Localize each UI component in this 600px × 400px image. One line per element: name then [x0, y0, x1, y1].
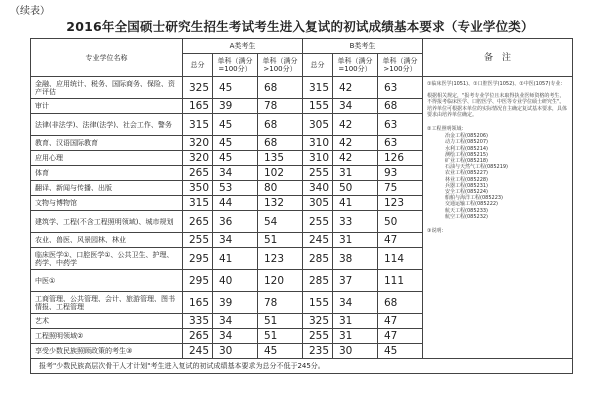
row-b-value: 123 — [378, 196, 423, 211]
row-a-value: 350 — [183, 181, 213, 196]
row-a-value: 315 — [183, 114, 213, 136]
row-b-value: 34 — [333, 99, 378, 114]
row-subject: 建筑学、工程(不含工程照明领域)、城市规划 — [31, 211, 183, 233]
header-a-single-over-100: 单科（满分>100分） — [258, 54, 303, 77]
remarks-item: 水利工程(085214) — [445, 145, 489, 152]
row-b-value: 31 — [333, 233, 378, 248]
row-a-value: 34 — [213, 166, 258, 181]
remarks-item: 安全工程(085224) — [445, 189, 489, 196]
remarks-item: 农业工程(085227) — [445, 170, 489, 177]
row-a-value: 315 — [183, 196, 213, 211]
row-b-value: 50 — [333, 181, 378, 196]
row-b-value: 111 — [378, 270, 423, 292]
row-a-value: 165 — [183, 292, 213, 314]
row-a-value: 295 — [183, 270, 213, 292]
header-b-single-100: 单科（满分=100分） — [333, 54, 378, 77]
remarks-item: 航天工程(085233) — [445, 207, 489, 214]
row-b-value: 37 — [333, 270, 378, 292]
row-b-value: 31 — [333, 329, 378, 344]
row-a-value: 45 — [213, 77, 258, 99]
row-b-value: 255 — [303, 211, 333, 233]
row-subject: 工程照明领域② — [31, 329, 183, 344]
row-a-value: 102 — [258, 166, 303, 181]
row-b-value: 42 — [333, 136, 378, 151]
row-a-value: 265 — [183, 329, 213, 344]
remarks-heading: ②工程照明领域： — [427, 126, 467, 133]
header-subject: 专业学位名称 — [31, 39, 183, 77]
row-b-value: 31 — [333, 314, 378, 329]
row-b-value: 310 — [303, 151, 333, 166]
row-subject: 金融、应用统计、税务、国际商务、保险、资产评估 — [31, 77, 183, 99]
row-a-value: 53 — [213, 181, 258, 196]
row-a-value: 265 — [183, 166, 213, 181]
remarks-item: 矿业工程(085218) — [445, 158, 489, 165]
row-subject: 享受少数民族照顾政策的考生③ — [31, 344, 183, 359]
row-subject: 体育 — [31, 166, 183, 181]
row-b-value: 42 — [333, 77, 378, 99]
row-a-value: 135 — [258, 151, 303, 166]
table-body — [31, 77, 573, 374]
row-b-value: 310 — [303, 136, 333, 151]
score-table — [30, 38, 573, 374]
header-b-single-over-100: 单科（满分>100分） — [378, 54, 423, 77]
remarks-item: 航空工程(085232) — [445, 213, 489, 220]
row-subject: 艺术 — [31, 314, 183, 329]
row-a-value: 320 — [183, 136, 213, 151]
row-b-value: 33 — [333, 211, 378, 233]
row-b-value: 155 — [303, 292, 333, 314]
header-a-total: 总分 — [183, 54, 213, 77]
row-b-value: 47 — [378, 233, 423, 248]
row-a-value: 44 — [213, 196, 258, 211]
row-b-value: 235 — [303, 344, 333, 359]
row-b-value: 325 — [303, 314, 333, 329]
row-b-value: 47 — [378, 329, 423, 344]
row-a-value: 45 — [213, 151, 258, 166]
table-footnote: 报考"少数民族高层次骨干人才计划"考生进入复试的初试成绩基本要求为总分不低于245分。 — [31, 359, 573, 374]
row-b-value: 305 — [303, 114, 333, 136]
row-b-value: 315 — [303, 77, 333, 99]
remarks-item: 林业工程(085228) — [445, 176, 489, 183]
row-a-value: 80 — [258, 181, 303, 196]
row-a-value: 41 — [213, 248, 258, 270]
row-b-value: 155 — [303, 99, 333, 114]
row-a-value: 255 — [183, 233, 213, 248]
row-b-value: 42 — [333, 151, 378, 166]
row-a-value: 120 — [258, 270, 303, 292]
row-a-value: 123 — [258, 248, 303, 270]
row-a-value: 39 — [213, 292, 258, 314]
row-subject: 审计 — [31, 99, 183, 114]
row-a-value: 51 — [258, 314, 303, 329]
remarks-item: 冶金工程(085206) — [445, 133, 489, 140]
row-subject: 工商管理、公共管理、会计、旅游管理、图书情报、工程管理 — [31, 292, 183, 314]
row-b-value: 63 — [378, 114, 423, 136]
row-a-value: 45 — [213, 136, 258, 151]
row-b-value: 126 — [378, 151, 423, 166]
row-b-value: 255 — [303, 329, 333, 344]
row-a-value: 295 — [183, 248, 213, 270]
row-b-value: 255 — [303, 166, 333, 181]
row-a-value: 68 — [258, 136, 303, 151]
remarks-item: 船舶与海洋工程(085223) — [445, 195, 504, 202]
page-title: 2016年全国硕士研究生招生考试考生进入复试的初试成绩基本要求（专业学位类） — [66, 19, 534, 34]
row-b-value: 68 — [378, 292, 423, 314]
row-subject: 文物与博物馆 — [31, 196, 183, 211]
row-b-value: 38 — [333, 248, 378, 270]
row-b-value: 63 — [378, 136, 423, 151]
row-b-value: 50 — [378, 211, 423, 233]
continued-label: （续表） — [10, 6, 50, 17]
remarks-note-1: ①临床医学(1051)、①口腔医学(1052)、①中医(1057)专业： — [427, 81, 566, 87]
footnote-row — [31, 359, 573, 374]
remarks-tail: ③说明： — [427, 228, 447, 235]
remarks-item: 石油与天然气工程(085219) — [445, 164, 509, 171]
header-zone-b: B类考生 — [303, 39, 423, 54]
row-subject: 法律(非法学)、法律(法学)、社会工作、警务 — [31, 114, 183, 136]
row-a-value: 54 — [258, 211, 303, 233]
row-b-value: 305 — [303, 196, 333, 211]
row-b-value: 45 — [378, 344, 423, 359]
remarks-item: 测绘工程(085215) — [445, 151, 489, 158]
row-a-value: 39 — [213, 99, 258, 114]
row-a-value: 335 — [183, 314, 213, 329]
header-row-1 — [31, 39, 573, 54]
row-b-value: 245 — [303, 233, 333, 248]
row-b-value: 285 — [303, 270, 333, 292]
row-subject: 临床医学①、口腔医学①、公共卫生、护理、药学、中药学 — [31, 248, 183, 270]
row-a-value: 78 — [258, 292, 303, 314]
row-b-value: 31 — [333, 166, 378, 181]
row-a-value: 30 — [213, 344, 258, 359]
row-subject: 农业、兽医、风景园林、林业 — [31, 233, 183, 248]
row-b-value: 34 — [333, 292, 378, 314]
header-zone-a: A类考生 — [183, 39, 303, 54]
row-subject: 翻译、新闻与传播、出版 — [31, 181, 183, 196]
row-b-value: 63 — [378, 77, 423, 99]
row-b-value: 75 — [378, 181, 423, 196]
remarks-item: 兵器工程(085231) — [445, 182, 489, 189]
header-a-single-100: 单科（满分=100分） — [213, 54, 258, 77]
row-a-value: 68 — [258, 114, 303, 136]
remarks-item: 交通运输工程(085222) — [445, 201, 499, 208]
row-b-value: 42 — [333, 114, 378, 136]
remarks-item: 动力工程(085207) — [445, 139, 489, 146]
row-b-value: 114 — [378, 248, 423, 270]
row-a-value: 320 — [183, 151, 213, 166]
row-b-value: 285 — [303, 248, 333, 270]
table-row — [31, 77, 573, 99]
header-remarks: 备 注 — [423, 39, 573, 77]
header-b-total: 总分 — [303, 54, 333, 77]
row-a-value: 78 — [258, 99, 303, 114]
row-a-value: 68 — [258, 77, 303, 99]
row-a-value: 34 — [213, 329, 258, 344]
row-a-value: 325 — [183, 77, 213, 99]
row-b-value: 41 — [333, 196, 378, 211]
row-a-value: 51 — [258, 329, 303, 344]
row-a-value: 34 — [213, 233, 258, 248]
row-subject: 中医① — [31, 270, 183, 292]
remarks-note-2: 根据相关规定，"报考专业学位且未取得执业医师资格的考生，不得报考临床医学、口腔医学、中医等专业学位硕士研究生"。培养单位可根据本单位的实际情况自主确定复试基本要求，具体要求由培养单位确定。 — [427, 93, 568, 118]
row-a-value: 36 — [213, 211, 258, 233]
row-a-value: 265 — [183, 211, 213, 233]
row-b-value: 30 — [333, 344, 378, 359]
row-subject: 应用心理 — [31, 151, 183, 166]
row-a-value: 132 — [258, 196, 303, 211]
row-b-value: 93 — [378, 166, 423, 181]
row-a-value: 34 — [213, 314, 258, 329]
row-a-value: 40 — [213, 270, 258, 292]
row-a-value: 245 — [183, 344, 213, 359]
row-a-value: 45 — [213, 114, 258, 136]
row-b-value: 47 — [378, 314, 423, 329]
row-b-value: 340 — [303, 181, 333, 196]
row-a-value: 51 — [258, 233, 303, 248]
row-b-value: 68 — [378, 99, 423, 114]
row-subject: 教育、汉语国际教育 — [31, 136, 183, 151]
row-a-value: 165 — [183, 99, 213, 114]
row-a-value: 45 — [258, 344, 303, 359]
remarks-cell — [423, 77, 573, 359]
